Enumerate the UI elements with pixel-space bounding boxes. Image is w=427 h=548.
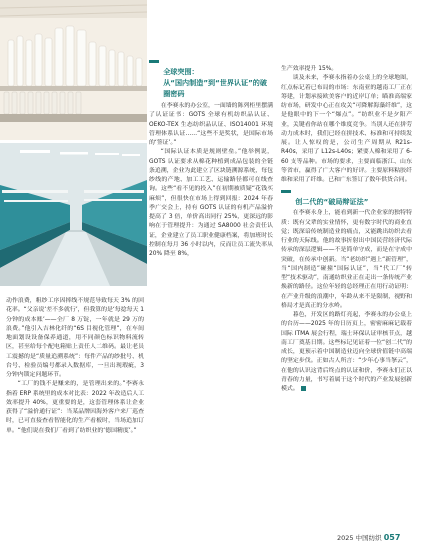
end-mark-icon	[301, 386, 306, 391]
paragraph: “国际认证本质是规则壁垒。”他举例说，GOTS 认证要求从棉花种植到成品包装的全链条追溯，企业为此建立了区块链溯源系统，每包纱线的产地、加工工艺、运输路径都可在线查询。这些“看不见的投入”在初期被质疑“花钱买麻烦”，但很快在市场上得到回报：2024 年春季广交会上，持有 GOTS 认证的有机产品溢价提高了 3 倍，单价高出同行 25%，更深远的影响在于管理提升：为通过 SA8000 社会责任认证，企业建立了员工职业健康档案，将加班时长控制在每月 36 小时以内，反而让员工流失率从 20% 降至 8%，	[149, 149, 273, 257]
page-number: 057	[383, 533, 401, 542]
issue-label: 2025 中国纺织	[337, 534, 382, 542]
article-column-3	[281, 65, 412, 394]
paragraph: 生产效率提升 15%。	[281, 66, 338, 72]
section-heading-line: 从“国内制造”到“世界认证”的破	[163, 78, 267, 87]
section-heading-line: 全球突围：	[163, 67, 199, 76]
section-heading-line: 圈密码	[163, 89, 185, 98]
heading-accent-bar	[281, 190, 291, 193]
heading-accent-bar	[149, 60, 159, 63]
paragraph: “工厂的钱不是赚来的，是管理出来的。”李赛永指着 ERP 系统里的成本对比表：2022 年改造后人工效率提升 40%，更重要的是，这套管理体系让企业获得了“溢价通行证”：当某品牌因海外客户来厂巡查时，已可直接查看智能化的生产看板时，当场追加订单。“他们说在我们厂看到了纺织业的‘德国精度’。”	[6, 381, 145, 434]
article-column-1	[6, 297, 144, 436]
paragraph: 在李赛永的办公室，一面墙的陈列柜里摆满了认证证书：GOTS 全球有机纺织品认证、OEKO-TEX 生态纺织品认证、ISO14001 环境管理体系认证……“这些不是奖状，是国际市场的‘签证’。”	[149, 103, 273, 146]
paragraph	[281, 311, 412, 394]
paragraph: 动作浪费，粗纱工序因摔线不规范导致每天 3% 的回花率。“父亲说‘差不多就行’，但我算的是‘每捻每天 1 分钟的成本账’——全厂 8 万锭，一年就是 29 万的浪费。”他引入吉林化纤的“6S 目视化管理”，在车间地面划设设备保养通道，用不同颜色标识物料流转区，甚至给每个配电箱贴上责任人二维码。最让老员工震撼的是“质量追溯系统”：每件产品的纱批号、机台号、检验员编号都录入数据库，一旦出现瑕疵，3 分钟内锁定问题环节。	[6, 298, 144, 378]
paragraph: 谈及未来，李赛永指着办公桌上的全球地图，红点标记着已布局的市场：东南亚的越南工厂正在筹建，计划承接欧美客户的近岸订单；瞄准高端家纺市场，研发中心正在攻关“可降解海藻纤维”，这是他眼中的下一个“爆点”。“纺织业不是夕阳产业，关键看你站在哪个维度竞争。当别人还在拼劳动力成本时，我们已经在拼技术、标准和可持续发展。让人惊叹的是，公司生产周期从 R21s-R40s，采用了 L12s-L40s；紧要人棉和采用了 6-60 支等品种。市场的要求，主要面临浙江、山东等省市，赢得了广大客户的好评。主要原料粘胶纤维和采用了纤维。已和广东签订了数年供货合同。	[281, 75, 412, 183]
factory-illustration	[0, 0, 147, 286]
paragraph-text: 暮色，开发区的路灯亮起，李赛永的办公桌上的台历——2025 年的日历页上，密密麻麻记载着国际 ITMA 展会行程，瑞士环保认证审核节点，越南工厂奠基日期。这些标记见证着一位“创二代”的成长，更预示着中国制造业迈向全球价值链中高端的坚定步伐。正如古人所言：“少年心事当拏云”，在他的认识这背后终点的认证和价，李赛永们正以青春的力量，书写着属于这个时代的产业发展创新模式。	[281, 312, 412, 392]
article-column-2	[149, 60, 273, 259]
paragraph: 在李赛永身上，能看到新一代企业家的独特特质：既有父辈的实业情怀，更有数字时代的商业直觉；既深谙传统制造业的痛点，又能跳出纺织去看行业的天际线。他的故事折射出中国民营经济代际传承的深层逻辑——不是简单守成，而是在守成中突破，在传承中创新。当“老纺织”遇上“新管理”，当“国内制造”碰撞“国际认证”，当“代工厂”转型“技术驱动”，南通纺织业正在走出一条传统产业焕新的路径。这位年轻的总经理正在用行动证明：在产业升级的浪潮中，年龄从来不是限制，视野和格局才是真正的分水岭。	[281, 210, 412, 309]
factory-photo	[0, 0, 147, 286]
section-heading: 创二代的“破局辩证法”	[295, 197, 369, 207]
page-footer	[337, 533, 400, 542]
